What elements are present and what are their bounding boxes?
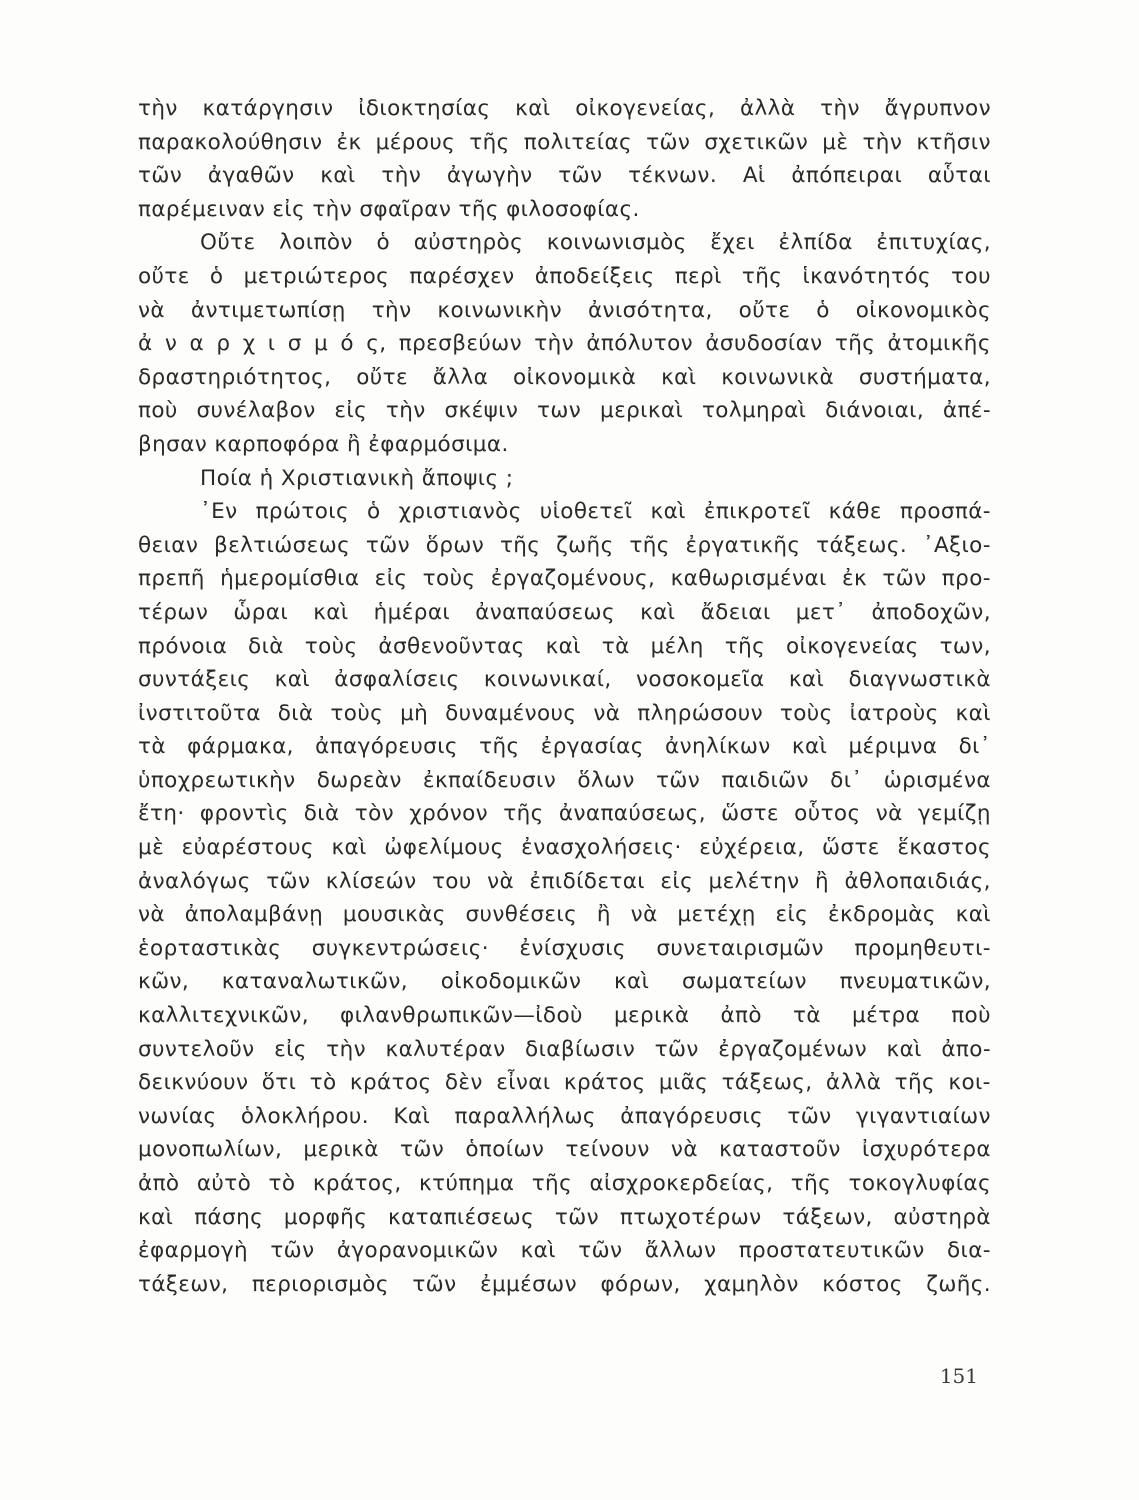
text-line: δραστηριότητος, οὔτε ἄλλα οἰκονομικὰ καὶ κοινωνικὰ συστήματα, xyxy=(138,364,991,390)
text-line: Ποία ἡ Χριστιανικὴ ἄποψις ; xyxy=(200,465,514,491)
text-line: ᾿Εν πρώτοις ὁ χριστιανὸς υἱοθετεῖ καὶ ἐπικροτεῖ κάθε προσπά- xyxy=(200,499,991,525)
text-line: οὔτε ὁ μετριώτερος παρέσχεν ἀποδείξεις περὶ τῆς ἱκανότητός του xyxy=(138,263,991,289)
text-line: ὑποχρεωτικὴν δωρεὰν ἐκπαίδευσιν ὅλων τῶν παιδιῶν δι᾿ ὡρισμένα xyxy=(138,767,991,793)
text-line: τέρων ὧραι καὶ ἡμέραι ἀναπαύσεως καὶ ἄδειαι μετ᾿ ἀποδοχῶν, xyxy=(138,599,991,625)
text-line: τῶν ἀγαθῶν καὶ τὴν ἀγωγὴν τῶν τέκνων. Αἱ ἀπόπειραι αὗται xyxy=(138,163,991,189)
text-line: ἀναλόγως τῶν κλίσεών του νὰ ἐπιδίδεται εἰς μελέτην ἢ ἀθλοπαιδιάς, xyxy=(138,868,991,894)
text-line: πρεπῆ ἡμερομίσθια εἰς τοὺς ἐργαζομένους, καθωρισμέναι ἐκ τῶν προ- xyxy=(138,566,991,592)
text-line: παρέμειναν εἰς τὴν σφαῖραν τῆς φιλοσοφίας. xyxy=(138,196,640,222)
text-line: βησαν καρποφόρα ἢ ἐφαρμόσιμα. xyxy=(138,431,509,457)
text-line: συντελοῦν εἰς τὴν καλυτέραν διαβίωσιν τῶν ἐργαζομένων καὶ ἀπο- xyxy=(138,1036,991,1062)
text-line: δεικνύουν ὅτι τὸ κράτος δὲν εἶναι κράτος μιᾶς τάξεως, ἀλλὰ τῆς κοι- xyxy=(138,1070,991,1096)
body-text xyxy=(138,92,991,1301)
text-line: μὲ εὐαρέστους καὶ ὠφελίμους ἐνασχολήσεις· εὐχέρεια, ὥστε ἕκαστος xyxy=(138,835,991,861)
text-line: τὴν κατάργησιν ἰδιοκτησίας καὶ οἰκογενείας, ἀλλὰ τὴν ἄγρυπνον xyxy=(138,96,991,121)
text-line: συντάξεις καὶ ἀσφαλίσεις κοινωνικαί, νοσοκομεῖα καὶ διαγνωστικὰ xyxy=(138,667,991,693)
text-line: παρακολούθησιν ἐκ μέρους τῆς πολιτείας τῶν σχετικῶν μὲ τὴν κτῆσιν xyxy=(138,129,991,155)
text-line: κῶν, καταναλωτικῶν, οἰκοδομικῶν καὶ σωματείων πνευματικῶν, xyxy=(138,969,991,995)
text-line: ἑορταστικὰς συγκεντρώσεις· ἐνίσχυσις συνεταιρισμῶν προμηθευτι- xyxy=(138,935,991,961)
text-line: ἔτη· φροντὶς διὰ τὸν χρόνον τῆς ἀναπαύσεως, ὥστε οὗτος νὰ γεμίζῃ xyxy=(138,801,991,827)
text-line: ἀπὸ αὐτὸ τὸ κράτος, κτύπημα τῆς αἰσχροκερδείας, τῆς τοκογλυφίας xyxy=(138,1171,991,1196)
page-number: 151 xyxy=(939,1364,978,1388)
text-line: θειαν βελτιώσεως τῶν ὅρων τῆς ζωῆς τῆς ἐργατικῆς τάξεως. ᾿Αξιο- xyxy=(138,532,991,558)
text-line: πρόνοια διὰ τοὺς ἀσθενοῦντας καὶ τὰ μέλη τῆς οἰκογενείας των, xyxy=(138,633,991,659)
text-line: νὰ ἀντιμετωπίσῃ τὴν κοινωνικὴν ἀνισότητα, οὔτε ὁ οἰκονομικὸς xyxy=(138,297,991,323)
text-line: νωνίας ὁλοκλήρου. Καὶ παραλλήλως ἀπαγόρευσις τῶν γιγαντιαίων xyxy=(138,1103,991,1129)
text-line: καλλιτεχνικῶν, φιλανθρωπικῶν—ἰδοὺ μερικὰ ἀπὸ τὰ μέτρα ποὺ xyxy=(138,1003,991,1029)
text-line: τάξεων, περιορισμὸς τῶν ἐμμέσων φόρων, χαμηλὸν κόστος ζωῆς. xyxy=(138,1271,991,1297)
text-line: καὶ πάσης μορφῆς καταπιέσεως τῶν πτωχοτέρων τάξεων, αὐστηρὰ xyxy=(138,1204,991,1230)
text-line: τὰ φάρμακα, ἀπαγόρευσις τῆς ἐργασίας ἀνηλίκων καὶ μέριμνα δι᾿ xyxy=(138,734,991,760)
text-line: ποὺ συνέλαβον εἰς τὴν σκέψιν των μερικαὶ τολμηραὶ διάνοιαι, ἀπέ- xyxy=(138,398,991,424)
text-line: νὰ ἀπολαμβάνῃ μουσικὰς συνθέσεις ἢ νὰ μετέχῃ εἰς ἐκδρομὰς καὶ xyxy=(138,902,991,928)
text-line: Οὔτε λοιπὸν ὁ αὐστηρὸς κοινωνισμὸς ἔχει ἐλπίδα ἐπιτυχίας, xyxy=(200,230,991,256)
text-line: μονοπωλίων, μερικὰ τῶν ὁποίων τείνουν νὰ καταστοῦν ἰσχυρότερα xyxy=(138,1137,991,1163)
text-line: ἀ ν α ρ χ ι σ μ ό ς, πρεσβεύων τὴν ἀπόλυτον ἀσυδοσίαν τῆς ἀτομικῆς xyxy=(138,331,991,357)
text-line: ἰνστιτοῦτα διὰ τοὺς μὴ δυναμένους νὰ πληρώσουν τοὺς ἰατροὺς καὶ xyxy=(138,700,991,726)
text-line: ἐφαρμογὴ τῶν ἀγορανομικῶν καὶ τῶν ἄλλων προστατευτικῶν δια- xyxy=(138,1238,991,1264)
